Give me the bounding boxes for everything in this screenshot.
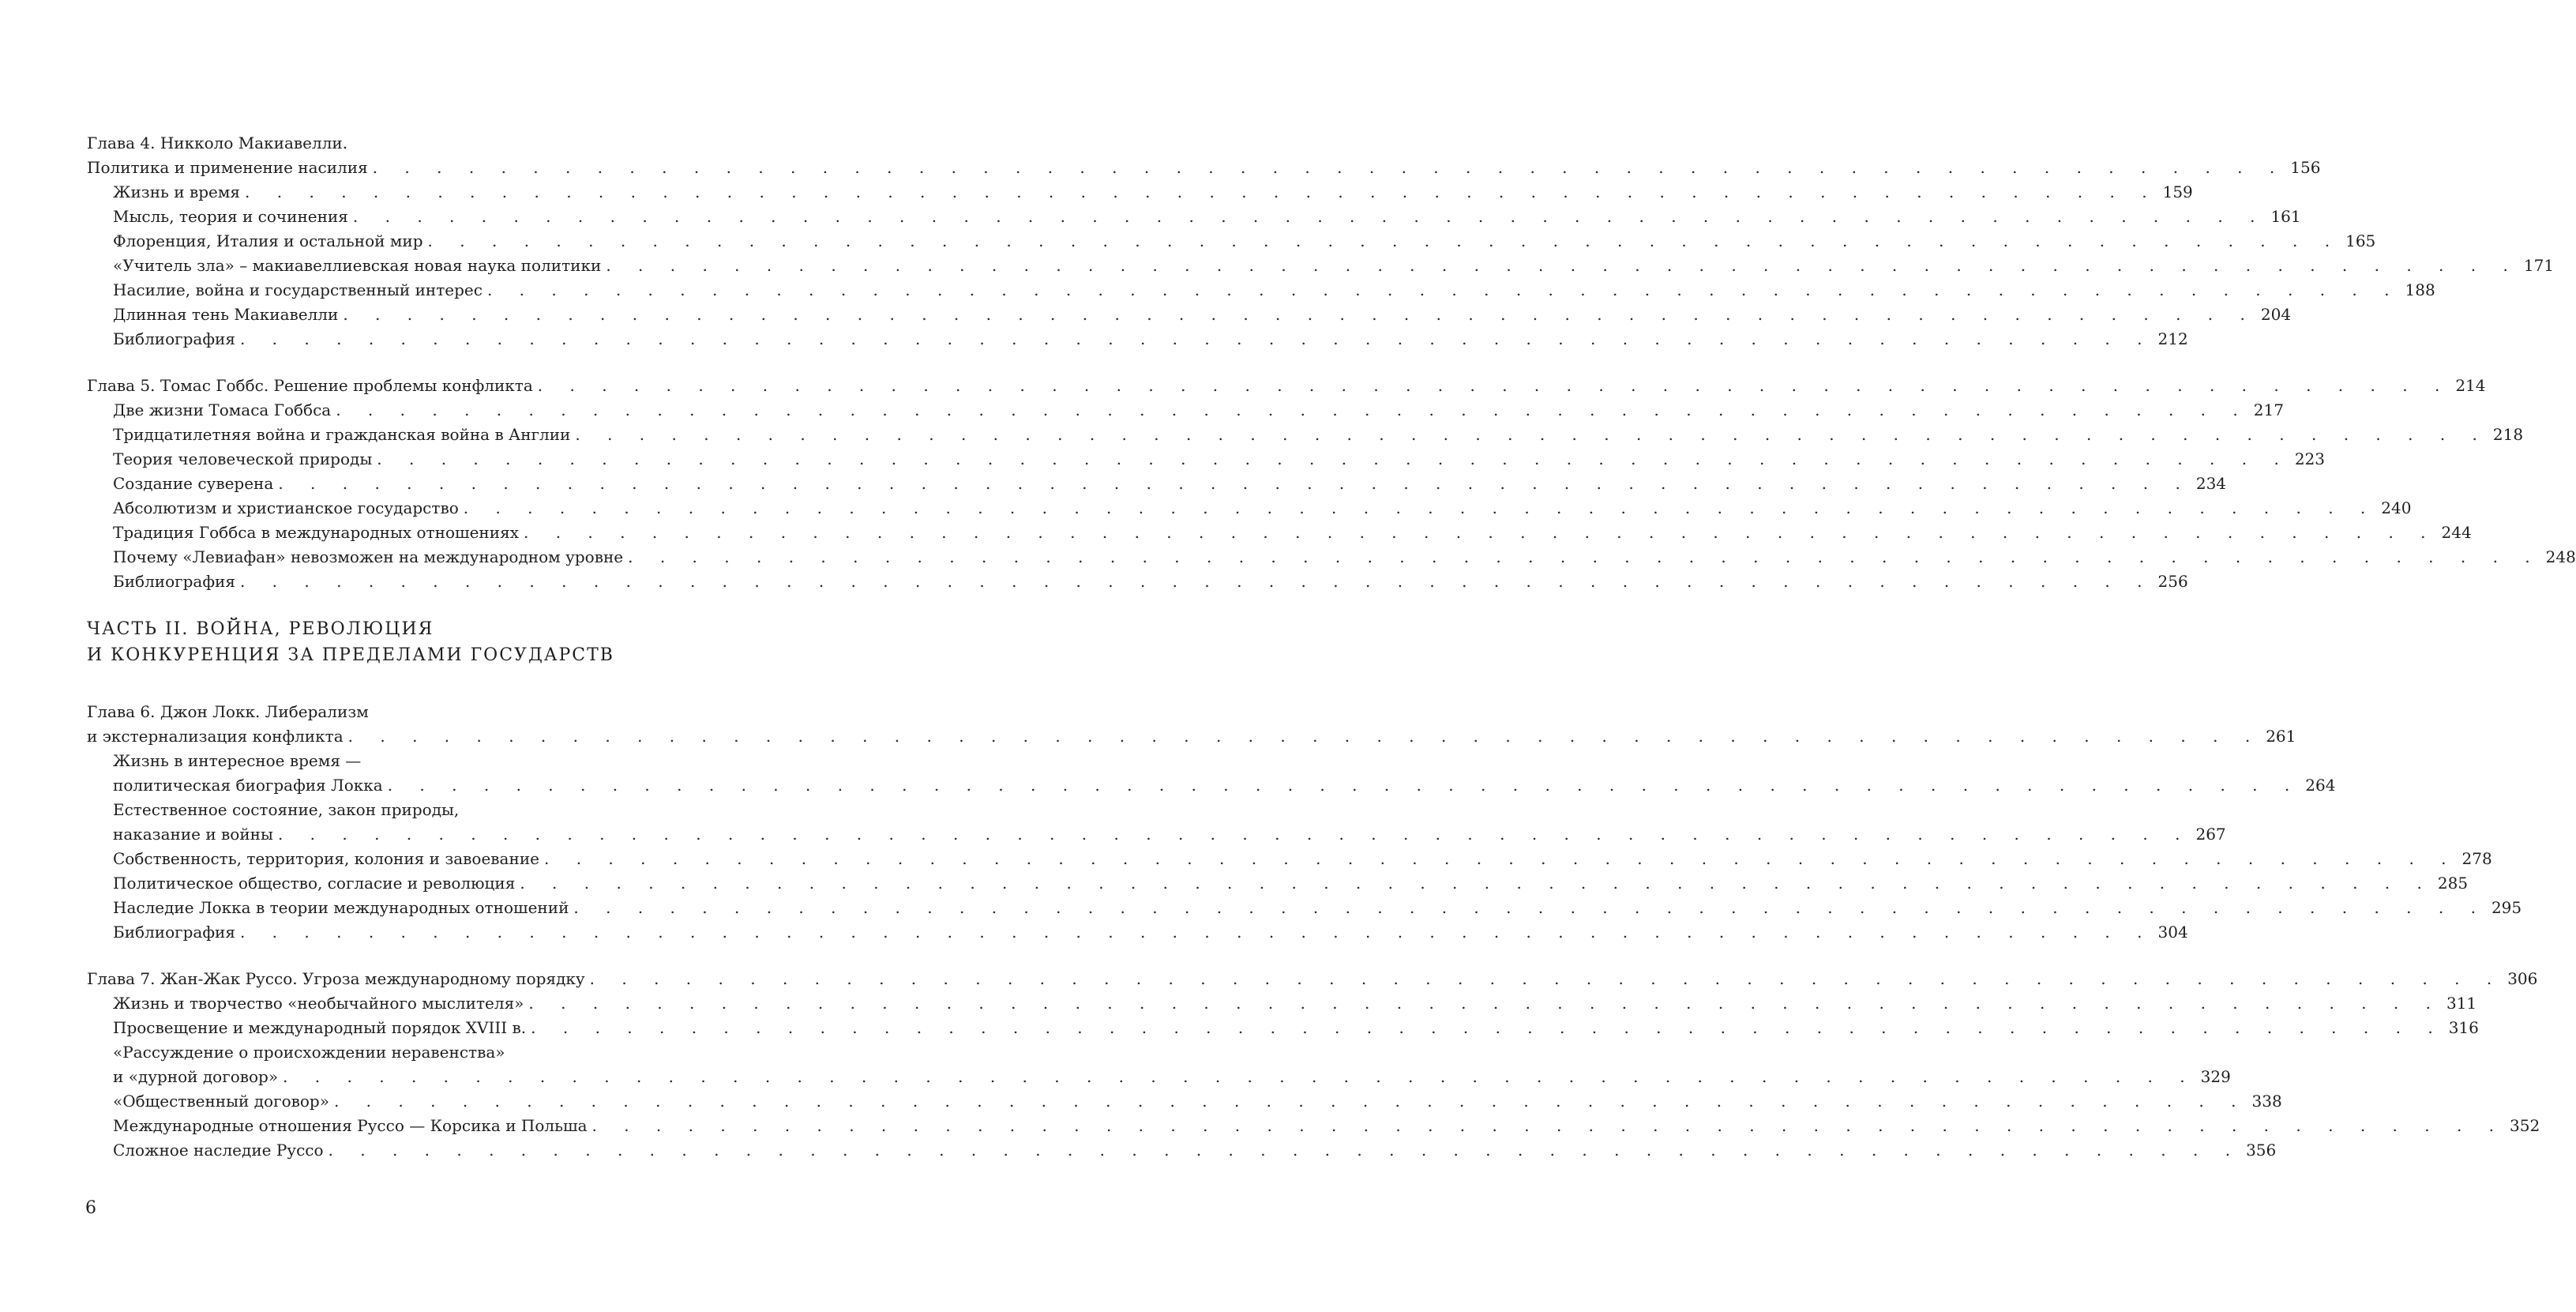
section-entry bbox=[87, 1138, 2277, 1163]
entry-page-number: 278 bbox=[2461, 849, 2492, 868]
section-entry bbox=[87, 920, 2188, 945]
chapter-heading-line: Глава 4. Никколо Макиавелли. bbox=[87, 133, 348, 152]
dot-leader: . . . . . . . . . . . . . . . . . . . . . . . . . . . . . . . . . . . . . . . . . . . . . . . . . . . . . . . . . . . . bbox=[352, 207, 2266, 226]
dot-leader: . . . . . . . . . . . . . . . . . . . . . . . . . . . . . . . . . . . . . . . . . . . . . . . . . . . . . . . . . . . . bbox=[537, 376, 2451, 395]
section-entry bbox=[87, 1016, 2479, 1040]
chapter-group-1 bbox=[87, 131, 2576, 594]
toc-chapter bbox=[87, 374, 2576, 594]
entry-page-number: 218 bbox=[2492, 425, 2524, 444]
section-entry bbox=[87, 896, 2522, 920]
entry-title: Длинная тень Макиавелли bbox=[113, 305, 339, 324]
section-entry bbox=[87, 327, 2188, 351]
entry-page-number: 316 bbox=[2448, 1018, 2479, 1037]
entry-page-number: 248 bbox=[2545, 547, 2576, 566]
section-entry bbox=[87, 773, 2336, 798]
dot-leader: . . . . . . . . . . . . . . . . . . . . . . . . . . . . . . . . . . . . . . . . . . . . . . . . . . . . . . . . . . . . bbox=[591, 1116, 2506, 1135]
dot-leader: . . . . . . . . . . . . . . . . . . . . . . . . . . . . . . . . . . . . . . . . . . . . . . . . . . . . . . . . . . . . bbox=[575, 425, 2488, 444]
chapter-title-entry bbox=[87, 374, 2486, 398]
entry-title: политическая биография Локка bbox=[113, 776, 383, 795]
entry-title: Флоренция, Италия и остальной мир bbox=[113, 231, 423, 250]
entry-page-number: 188 bbox=[2405, 280, 2435, 299]
entry-title: Тридцатилетняя война и гражданская война в Англии bbox=[113, 425, 571, 444]
entry-title: Традиция Гоббса в международных отношениях bbox=[113, 523, 519, 542]
dot-leader: . . . . . . . . . . . . . . . . . . . . . . . . . . . . . . . . . . . . . . . . . . . . . . . . . . . . . . . . . . . . bbox=[528, 994, 2442, 1013]
page-number: 6 bbox=[85, 1198, 96, 1218]
entry-title: Просвещение и международный порядок XVIII в. bbox=[113, 1018, 527, 1037]
chapter-heading-line: Глава 6. Джон Локк. Либерализм bbox=[87, 702, 369, 721]
section-entry bbox=[87, 278, 2435, 303]
section-entry bbox=[87, 570, 2188, 594]
dot-leader: . . . . . . . . . . . . . . . . . . . . . . . . . . . . . . . . . . . . . . . . . . . . . . . . . . . . . . . . . . . . bbox=[520, 874, 2433, 893]
section-entry bbox=[87, 180, 2193, 205]
section-entry bbox=[87, 229, 2376, 254]
entry-page-number: 261 bbox=[2266, 727, 2296, 746]
entry-title: Теория человеческой природы bbox=[113, 449, 373, 468]
entry-page-number: 171 bbox=[2523, 256, 2555, 275]
section-entry bbox=[87, 447, 2325, 472]
entry-title: Почему «Левиафан» невозможен на международном уровне bbox=[113, 547, 624, 566]
section-entry bbox=[87, 254, 2555, 278]
entry-page-number: 264 bbox=[2305, 776, 2336, 795]
dot-leader: . . . . . . . . . . . . . . . . . . . . . . . . . . . . . . . . . . . . . . . . . . . . . . . . . . . . . . . . . . . . bbox=[336, 400, 2249, 419]
section-entry bbox=[87, 847, 2492, 871]
section-entry bbox=[87, 871, 2469, 896]
entry-page-number: 234 bbox=[2195, 474, 2227, 493]
dot-leader: . . . . . . . . . . . . . . . . . . . . . . . . . . . . . . . . . . . . . . . . . . . . . . . . . . . . . . . . . . . . bbox=[283, 1067, 2196, 1086]
dot-leader: . . . . . . . . . . . . . . . . . . . . . . . . . . . . . . . . . . . . . . . . . . . . . . . . . . . . . . . . . . . . bbox=[427, 231, 2341, 250]
entry-page-number: 285 bbox=[2437, 874, 2469, 893]
entry-title: Политическое общество, согласие и революция bbox=[113, 874, 516, 893]
section-entry bbox=[87, 1065, 2231, 1089]
section-entry bbox=[87, 496, 2412, 521]
dot-leader: . . . . . . . . . . . . . . . . . . . . . . . . . . . . . . . . . . . . . . . . . . . . . . . . . . . . . . . . . . . . bbox=[239, 923, 2154, 942]
section-title-line: Естественное состояние, закон природы, bbox=[113, 800, 460, 819]
entry-page-number: 295 bbox=[2491, 898, 2522, 917]
entry-title: Глава 5. Томас Гоббс. Решение проблемы конфликта bbox=[87, 376, 533, 395]
entry-page-number: 311 bbox=[2446, 994, 2477, 1013]
dot-leader: . . . . . . . . . . . . . . . . . . . . . . . . . . . . . . . . . . . . . . . . . . . . . . . . . . . . . . . . . . . . bbox=[278, 474, 2191, 493]
entry-page-number: 338 bbox=[2251, 1092, 2282, 1111]
entry-page-number: 256 bbox=[2157, 572, 2188, 591]
section-entry bbox=[87, 205, 2301, 229]
dot-leader: . . . . . . . . . . . . . . . . . . . . . . . . . . . . . . . . . . . . . . . . . . . . . . . . . . . . . . . . . . . . bbox=[347, 727, 2262, 746]
part-heading bbox=[87, 616, 711, 668]
dot-leader: . . . . . . . . . . . . . . . . . . . . . . . . . . . . . . . . . . . . . . . . . . . . . . . . . . . . . . . . . . . . bbox=[245, 182, 2158, 201]
entry-title: Наследие Локка в теории международных отношений bbox=[113, 898, 569, 917]
entry-page-number: 306 bbox=[2507, 969, 2538, 988]
entry-title: Абсолютизм и христианское государство bbox=[113, 498, 459, 517]
entry-title: Библиография bbox=[113, 329, 235, 348]
entry-title: Жизнь и творчество «необычайного мыслителя» bbox=[113, 994, 524, 1013]
section-entry bbox=[87, 1089, 2282, 1114]
entry-title: «Общественный договор» bbox=[113, 1092, 329, 1111]
section-entry bbox=[87, 398, 2284, 423]
dot-leader: . . . . . . . . . . . . . . . . . . . . . . . . . . . . . . . . . . . . . . . . . . . . . . . . . . . . . . . . . . . . bbox=[328, 1141, 2242, 1160]
dot-leader: . . . . . . . . . . . . . . . . . . . . . . . . . . . . . . . . . . . . . . . . . . . . . . . . . . . . . . . . . . . . bbox=[486, 280, 2401, 299]
section-entry bbox=[87, 303, 2292, 327]
entry-title: Сложное наследие Руссо bbox=[113, 1141, 324, 1160]
entry-page-number: 214 bbox=[2455, 376, 2486, 395]
dot-leader: . . . . . . . . . . . . . . . . . . . . . . . . . . . . . . . . . . . . . . . . . . . . . . . . . . . . . . . . . . . . bbox=[463, 498, 2377, 517]
entry-title: Библиография bbox=[113, 923, 235, 942]
section-entry bbox=[87, 472, 2227, 496]
entry-page-number: 329 bbox=[2200, 1067, 2231, 1086]
chapter-title-entry bbox=[87, 724, 2296, 749]
entry-title: Политика и применение насилия bbox=[87, 158, 368, 177]
entry-page-number: 240 bbox=[2381, 498, 2412, 517]
entry-page-number: 212 bbox=[2157, 329, 2188, 348]
dot-leader: . . . . . . . . . . . . . . . . . . . . . . . . . . . . . . . . . . . . . . . . . . . . . . . . . . . . . . . . . . . . bbox=[387, 776, 2301, 795]
dot-leader: . . . . . . . . . . . . . . . . . . . . . . . . . . . . . . . . . . . . . . . . . . . . . . . . . . . . . . . . . . . . bbox=[531, 1018, 2444, 1037]
dot-leader: . . . . . . . . . . . . . . . . . . . . . . . . . . . . . . . . . . . . . . . . . . . . . . . . . . . . . . . . . . . . bbox=[523, 523, 2437, 542]
entry-page-number: 165 bbox=[2345, 231, 2376, 250]
dot-leader: . . . . . . . . . . . . . . . . . . . . . . . . . . . . . . . . . . . . . . . . . . . . . . . . . . . . . . . . . . . . bbox=[239, 329, 2154, 348]
entry-title: и экстернализация конфликта bbox=[87, 727, 344, 746]
entry-title: наказание и войны bbox=[113, 825, 273, 844]
dot-leader: . . . . . . . . . . . . . . . . . . . . . . . . . . . . . . . . . . . . . . . . . . . . . . . . . . . . . . . . . . . . bbox=[377, 449, 2290, 468]
part-heading-line-1: ЧАСТЬ II. ВОЙНА, РЕВОЛЮЦИЯ bbox=[87, 619, 434, 639]
dot-leader: . . . . . . . . . . . . . . . . . . . . . . . . . . . . . . . . . . . . . . . . . . . . . . . . . . . . . . . . . . . . bbox=[573, 898, 2487, 917]
section-title-line: «Рассуждение о происхождении неравенства» bbox=[113, 1043, 505, 1062]
toc-chapter bbox=[87, 131, 2555, 351]
entry-title: Жизнь и время bbox=[113, 182, 241, 201]
entry-page-number: 267 bbox=[2195, 825, 2226, 844]
dot-leader: . . . . . . . . . . . . . . . . . . . . . . . . . . . . . . . . . . . . . . . . . . . . . . . . . . . . . . . . . . . . bbox=[333, 1092, 2247, 1111]
section-entry bbox=[87, 521, 2472, 545]
entry-page-number: 159 bbox=[2162, 182, 2193, 201]
entry-page-number: 352 bbox=[2510, 1116, 2540, 1135]
chapter-title-entry bbox=[87, 967, 2538, 991]
dot-leader: . . . . . . . . . . . . . . . . . . . . . . . . . . . . . . . . . . . . . . . . . . . . . . . . . . . . . . . . . . . . bbox=[372, 158, 2286, 177]
section-entry bbox=[87, 545, 2576, 570]
entry-title: Собственность, территория, колония и завоевание bbox=[113, 849, 539, 868]
table-of-contents bbox=[87, 131, 2576, 1163]
dot-leader: . . . . . . . . . . . . . . . . . . . . . . . . . . . . . . . . . . . . . . . . . . . . . . . . . . . . . . . . . . . . bbox=[628, 547, 2541, 566]
entry-title: Международные отношения Руссо — Корсика и Польша bbox=[113, 1116, 588, 1135]
entry-title: Глава 7. Жан-Жак Руссо. Угроза международному порядку bbox=[87, 969, 585, 988]
dot-leader: . . . . . . . . . . . . . . . . . . . . . . . . . . . . . . . . . . . . . . . . . . . . . . . . . . . . . . . . . . . . bbox=[589, 969, 2503, 988]
entry-page-number: 156 bbox=[2290, 158, 2321, 177]
section-entry bbox=[87, 1114, 2540, 1138]
entry-title: Библиография bbox=[113, 572, 235, 591]
dot-leader: . . . . . . . . . . . . . . . . . . . . . . . . . . . . . . . . . . . . . . . . . . . . . . . . . . . . . . . . . . . . bbox=[343, 305, 2256, 324]
entry-title: Насилие, война и государственный интерес bbox=[113, 280, 483, 299]
entry-page-number: 223 bbox=[2294, 449, 2325, 468]
entry-page-number: 204 bbox=[2260, 305, 2292, 324]
entry-page-number: 356 bbox=[2246, 1141, 2277, 1160]
section-entry bbox=[87, 991, 2477, 1016]
section-title-line: Жизнь в интересное время — bbox=[113, 751, 362, 770]
entry-title: Создание суверена bbox=[113, 474, 274, 493]
entry-page-number: 217 bbox=[2253, 400, 2284, 419]
toc-chapter bbox=[87, 967, 2540, 1163]
entry-page-number: 161 bbox=[2270, 207, 2301, 226]
part-heading-line-2: И КОНКУРЕНЦИЯ ЗА ПРЕДЕЛАМИ ГОСУДАРСТВ bbox=[87, 645, 614, 665]
section-entry bbox=[87, 822, 2226, 847]
entry-title: Мысль, теория и сочинения bbox=[113, 207, 348, 226]
toc-chapter bbox=[87, 700, 2522, 945]
dot-leader: . . . . . . . . . . . . . . . . . . . . . . . . . . . . . . . . . . . . . . . . . . . . . . . . . . . . . . . . . . . . bbox=[543, 849, 2458, 868]
entry-page-number: 244 bbox=[2441, 523, 2472, 542]
chapter-title-entry bbox=[87, 156, 2321, 180]
section-entry bbox=[87, 423, 2524, 447]
entry-title: и «дурной договор» bbox=[113, 1067, 279, 1086]
entry-title: Две жизни Томаса Гоббса bbox=[113, 400, 332, 419]
entry-page-number: 304 bbox=[2157, 923, 2188, 942]
dot-leader: . . . . . . . . . . . . . . . . . . . . . . . . . . . . . . . . . . . . . . . . . . . . . . . . . . . . . . . . . . . . bbox=[277, 825, 2191, 844]
entry-title: «Учитель зла» – макиавеллиевская новая наука политики bbox=[113, 256, 602, 275]
dot-leader: . . . . . . . . . . . . . . . . . . . . . . . . . . . . . . . . . . . . . . . . . . . . . . . . . . . . . . . . . . . . bbox=[239, 572, 2154, 591]
chapter-group-2 bbox=[87, 700, 2540, 1163]
dot-leader: . . . . . . . . . . . . . . . . . . . . . . . . . . . . . . . . . . . . . . . . . . . . . . . . . . . . . . . . . . . . bbox=[606, 256, 2519, 275]
